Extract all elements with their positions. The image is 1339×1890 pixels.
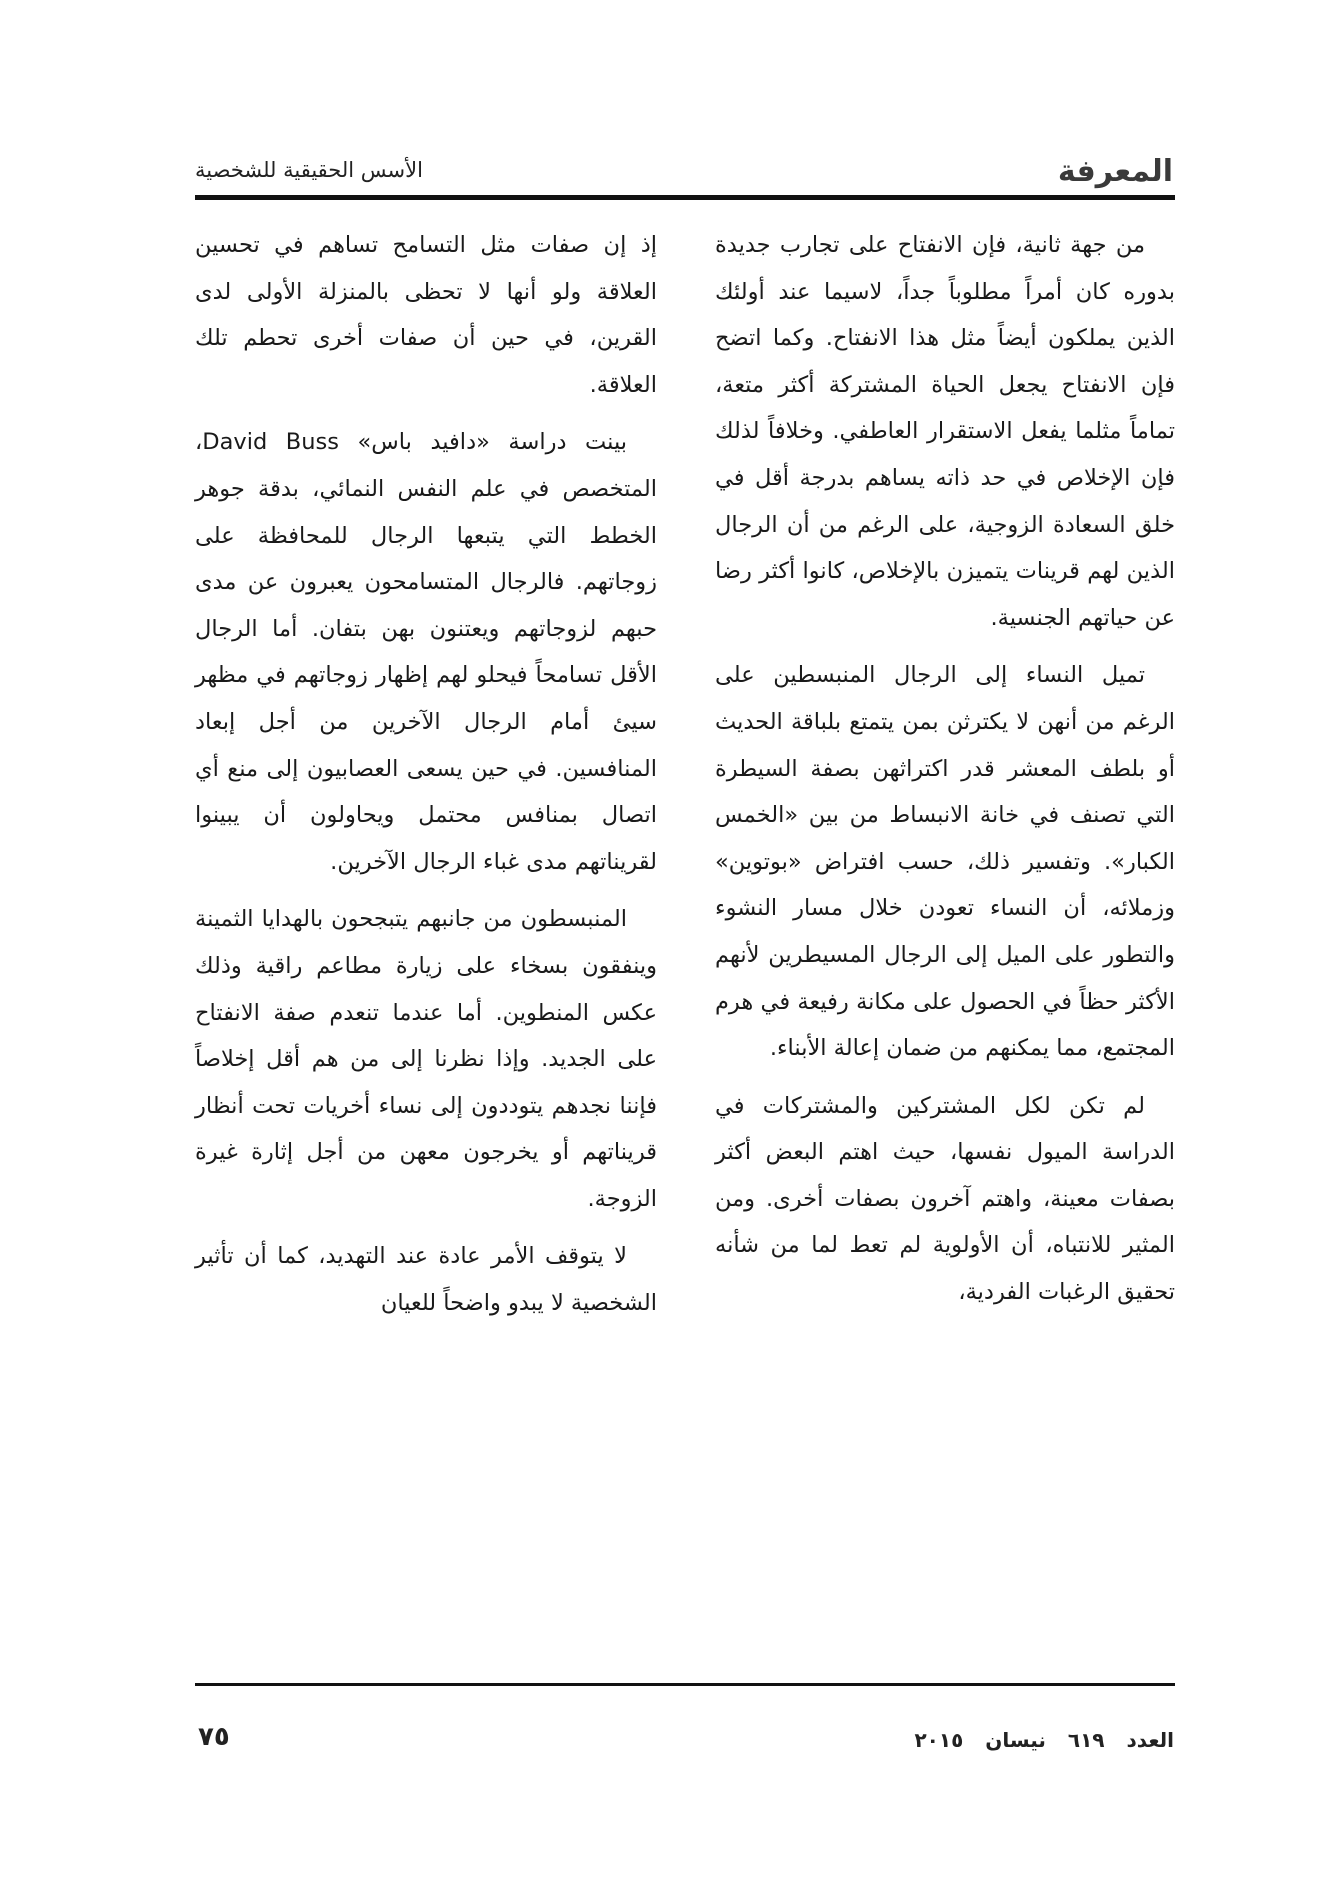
paragraph: المنبسطون من جانبهم يتبجحون بالهدايا الثمينة وينفقون بسخاء على زيارة مطاعم راقية وذلك عكس المنطوين. أما عندما تنعدم صفة الانفتاح على الجديد. وإذا نظرنا إلى من هم أقل إخلاصاً فإننا نجدهم يتوددون إلى نساء أخريات تحت أنظار قريناتهم أو يخرجون معهن من أجل إثارة غيرة الزوجة. <box>195 906 657 1212</box>
paragraph: لا يتوقف الأمر عادة عند التهديد، كما أن تأثير الشخصية لا يبدو واضحاً للعيان <box>195 1243 657 1317</box>
running-title: الأسس الحقيقية للشخصية <box>195 158 423 182</box>
issue-label: العدد <box>1126 1728 1174 1752</box>
paragraph: بينت دراسة «دافيد باس» David Buss، المتخصص في علم النفس النمائي، بدقة جوهر الخطط التي يتبعها الرجال للمحافظة على زوجاتهم. فالرجال المتسامحون يعبرون عن مدى حبهم لزوجاتهم ويعتنون بهن بتفان. أما الرجال الأقل تسامحاً فيحلو لهم إظهار زوجاتهم في مظهر سيئ أمام الرجال الآخرين من أجل إبعاد المنافسين. في حين يسعى العصابيون إلى منع أي اتصال بمنافس محتمل ويحاولون أن يبينوا لقريناتهم مدى غباء الرجال الآخرين. <box>195 429 657 875</box>
paragraph: لم تكن لكل المشتركين والمشتركات في الدراسة الميول نفسها، حيث اهتم البعض أكثر بصفات معينة، واهتم آخرون بصفات أخرى. ومن المثير للانتباه، أن الأولوية لم تعط لما من شأنه تحقيق الرغبات الفردية، <box>715 1092 1175 1306</box>
issue-year: ٢٠١٥ <box>914 1728 964 1752</box>
paragraph: من جهة ثانية، فإن الانفتاح على تجارب جديدة بدوره كان أمراً مطلوباً جداً، لاسيما عند أولئك الذين يملكون أيضاً مثل هذا الانفتاح. وكما اتضح فإن الانفتاح يجعل الحياة المشتركة أكثر متعة، تماماً مثلما يفعل الاستقرار العاطفي. وخلافاً لذلك فإن الإخلاص في حد ذاته يساهم بدرجة أقل في خلق السعادة الزوجية، على الرغم من أن الرجال الذين لهم قرينات يتميزن بالإخلاص، كانوا أكثر رضا عن حياتهم الجنسية. <box>715 232 1175 631</box>
paragraph: تميل النساء إلى الرجال المنبسطين على الرغم من أنهن لا يكترثن بمن يتمتع بلباقة الحديث أو بلطف المعشر قدر اكتراثهن بصفة السيطرة التي تصنف في خانة الانبساط من بين «الخمس الكبار». وتفسير ذلك، حسب افتراض «بوتوين» وزملائه، أن النساء تعودن خلال مسار النشوء والتطور على الميل إلى الرجال المسيطرين لأنهم الأكثر حظاً في الحصول على مكانة رفيعة في هرم المجتمع، مما يمكنهم من ضمان إعالة الأبناء. <box>715 662 1175 1062</box>
footer-rule <box>195 1683 1175 1686</box>
issue-number: ٦١٩ <box>1067 1728 1105 1752</box>
header-rule <box>195 195 1175 200</box>
issue-info <box>892 1728 1174 1752</box>
text-column-right <box>715 222 1175 1672</box>
paragraph: إذ إن صفات مثل التسامح تساهم في تحسين العلاقة ولو أنها لا تحظى بالمنزلة الأولى لدى القرين، في حين أن صفات أخرى تحطم تلك العلاقة. <box>195 232 657 398</box>
page-header <box>195 148 1175 198</box>
page-number: ٧٥ <box>198 1722 230 1752</box>
magazine-logo: المعرفة <box>1057 154 1173 189</box>
text-column-left <box>195 222 657 1672</box>
issue-month: نيسان <box>985 1728 1046 1752</box>
